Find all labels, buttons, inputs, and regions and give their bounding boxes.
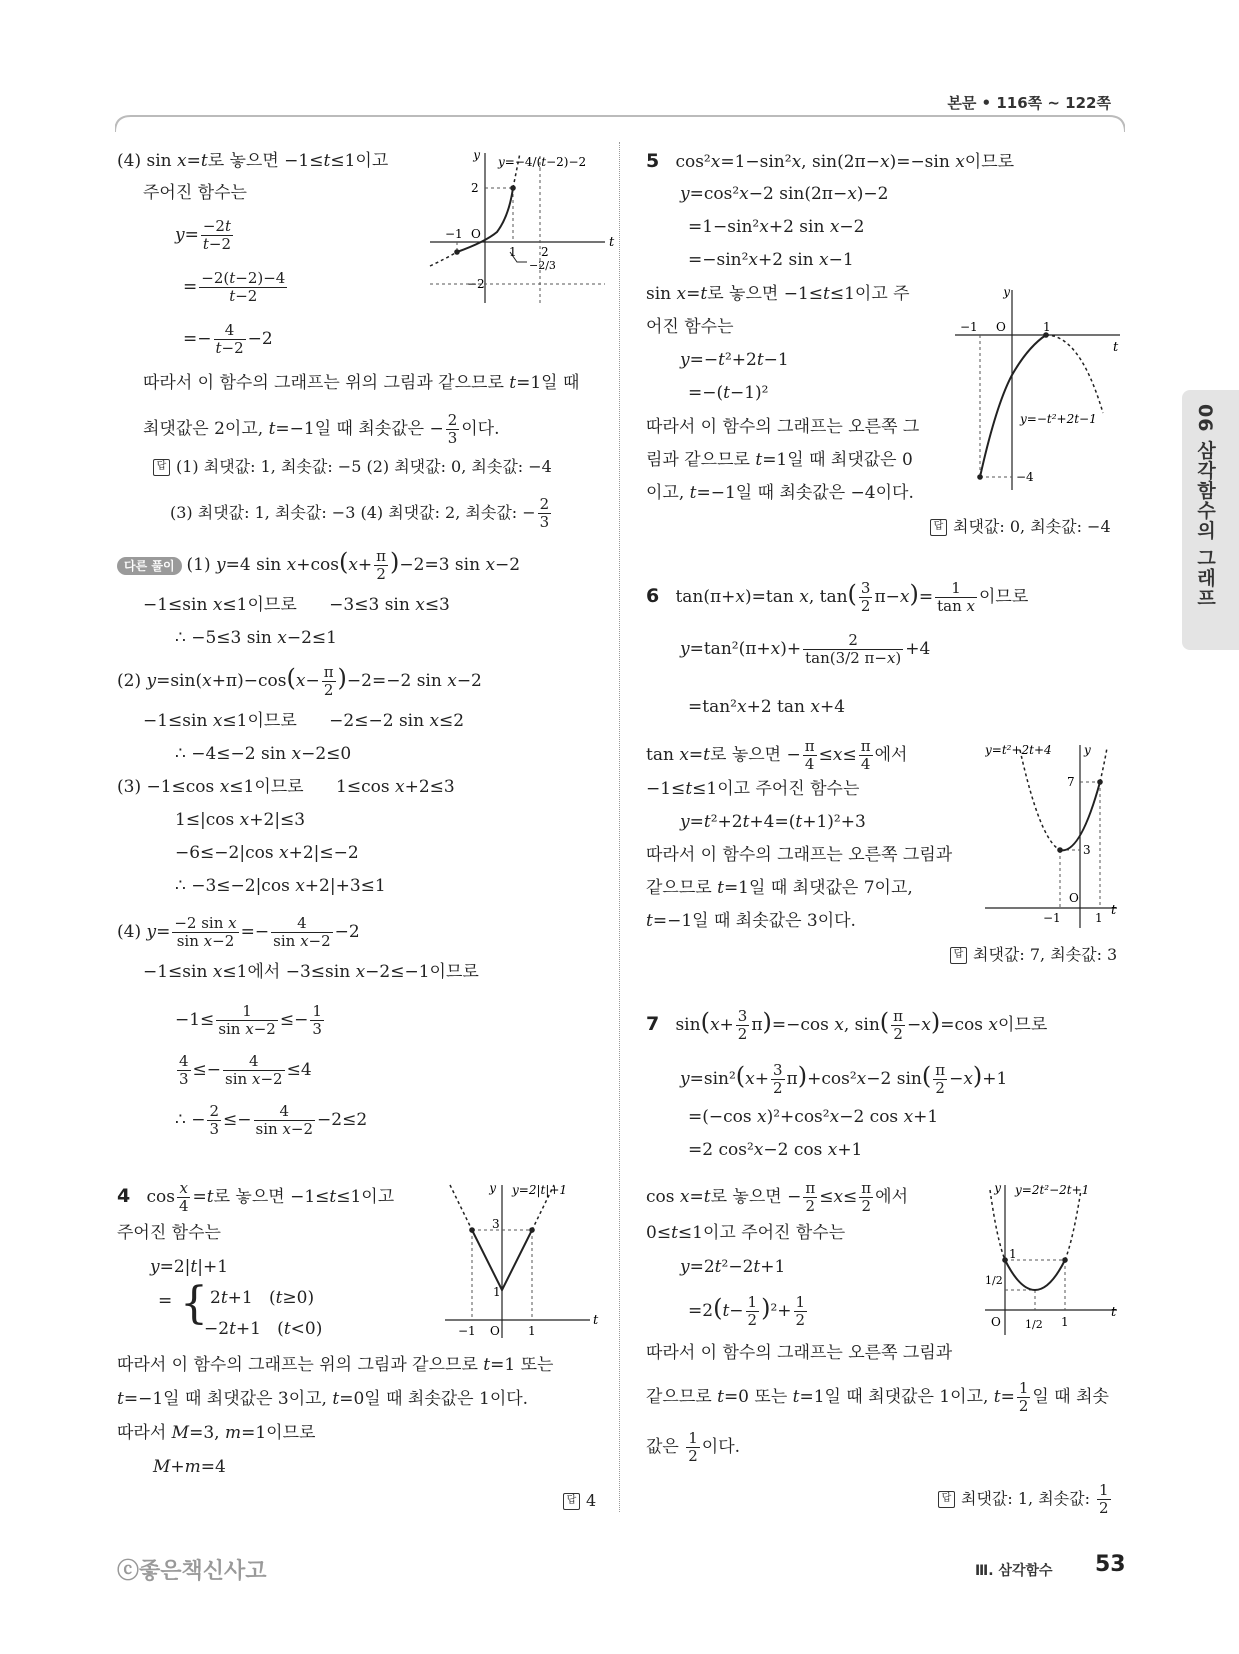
p4-line-3: y= $\frac{-2t}{t-2}$ [175, 217, 232, 253]
alt-line-1: 다른 풀이 (1) y=4 sin x+cos(x+ $\frac{\pi}{2}$ )−2=3 sin x−2 [117, 548, 520, 583]
graph-p4-t-label: t [609, 235, 615, 250]
q5-line-3: =1−sin²x+2 sin x−2 [688, 217, 865, 237]
alt-line-6: ∴ −4≤−2 sin x−2≤0 [175, 744, 352, 764]
q6-line-3: =tan²x+2 tan x+4 [688, 697, 846, 717]
alt-line-3: ∴ −5≤3 sin x−2≤1 [175, 628, 337, 648]
q5-line-9: 따라서 이 함수의 그래프는 오른쪽 그 [646, 417, 920, 437]
svg-text:−2/3: −2/3 [529, 259, 556, 272]
svg-text:2: 2 [541, 245, 549, 259]
alt-line-4: (2) y=sin(x+π)−cos(x− $\frac{\pi}{2}$ )−2=−2 sin x−2 [117, 663, 482, 699]
p4-answer-2: (3) 최댓값: 1, 최솟값: −3 (4) 최댓값: 2, 최솟값: − $\frac{2}{3}$ [170, 495, 550, 531]
q4-brace: { [180, 1278, 208, 1329]
svg-text:t: t [1113, 340, 1119, 355]
svg-text:3: 3 [492, 1217, 500, 1231]
alt-line-12: −1≤sin x≤1에서 −3≤sin x−2≤−1이므로 [143, 962, 479, 982]
svg-text:1: 1 [509, 245, 517, 259]
graph-p4 [425, 148, 615, 308]
q6-line-5: −1≤t≤1이고 주어진 함수는 [646, 779, 860, 799]
q6-line-6: y=t²+2t+4=(t+1)²+3 [680, 812, 866, 832]
q5-line-4: =−sin²x+2 sin x−1 [688, 250, 854, 270]
graph-q6-curve-label: y=t²+2t+4 [985, 743, 1052, 757]
svg-text:3: 3 [1083, 843, 1091, 857]
q7-line-1: 7 sin(x+ $\frac{3}{2}$ π)=−cos x, sin( $\frac{\pi}{2}$ −x)=cos x이므로 [646, 1007, 1048, 1043]
svg-text:7: 7 [1067, 775, 1075, 789]
q4-line-7: t=−1일 때 최댓값은 3이고, t=0일 때 최솟값은 1이다. [117, 1389, 529, 1409]
alt-line-15: ∴ − $\frac{2}{3}$ ≤− $\frac{4}{\text{sin x−2}}$ −2≤2 [175, 1102, 368, 1138]
svg-text:1: 1 [493, 1285, 501, 1299]
q7-line-8: =2(t− $\frac{1}{2}$ )²+ $\frac{1}{2}$ [688, 1293, 806, 1329]
q7-line-7: y=2t²−2t+1 [680, 1257, 786, 1277]
q6-line-8: 같으므로 t=1일 때 최댓값은 7이고, [646, 878, 913, 898]
q6-line-9: t=−1일 때 최솟값은 3이다. [646, 911, 856, 931]
q4-line-9: M+m=4 [153, 1457, 226, 1477]
svg-text:O: O [471, 227, 481, 241]
footer-page-number: 53 [1095, 1552, 1126, 1577]
svg-text:1/2: 1/2 [985, 1274, 1003, 1287]
q4-case-1: 2t+1 (t≥0) [210, 1288, 315, 1308]
alt-line-5: −1≤sin x≤1이므로 −2≤−2 sin x≤2 [143, 711, 465, 731]
chapter-side-tab-label: 06 삼각함수의 그래프 [1194, 404, 1216, 608]
alt-line-13: −1≤ $\frac{1}{\text{sin x−2}}$ ≤− $\frac{1}{3}$ [175, 1002, 322, 1038]
q5-line-7: y=−t²+2t−1 [680, 350, 789, 370]
q5-line-5: sin x=t로 놓으면 −1≤t≤1이고 주 [646, 284, 910, 304]
q5-line-1: 5 cos²x=1−sin²x, sin(2π−x)=−sin x이므로 [646, 150, 1015, 172]
q4-line-6: 따라서 이 함수의 그래프는 위의 그림과 같으므로 t=1 또는 [117, 1355, 554, 1375]
q6-line-4: tan x=t로 놓으면 − $\frac{\pi}{4}$ ≤x≤ $\frac{\pi}{4}$ 에서 [646, 737, 908, 773]
svg-text:t: t [1111, 903, 1117, 918]
q7-line-9: 따라서 이 함수의 그래프는 오른쪽 그림과 [646, 1343, 953, 1363]
q7-line-5: cos x=t로 놓으면 − $\frac{\pi}{2}$ ≤x≤ $\frac{\pi}{2}$ 에서 [646, 1179, 908, 1215]
svg-text:1: 1 [1095, 911, 1103, 925]
q4-line-3: y=2|t|+1 [150, 1257, 229, 1277]
q5-line-10: 림과 같으므로 t=1일 때 최댓값은 0 [646, 450, 913, 470]
svg-text:O: O [996, 320, 1006, 334]
q5-line-11: 이고, t=−1일 때 최솟값은 −4이다. [646, 483, 914, 503]
graph-p4-curve-label: y=−4/(t−2)−2 [498, 155, 587, 169]
q7-line-3: =(−cos x)²+cos²x−2 cos x+1 [688, 1107, 939, 1127]
svg-text:2: 2 [471, 181, 479, 195]
alt-line-10: ∴ −3≤−2|cos x+2|+3≤1 [175, 876, 386, 896]
svg-text:y: y [489, 1181, 496, 1195]
q6-line-1: 6 tan(π+x)=tan x, tan( $\frac{3}{2}$ π−x)= $\frac{1}{\text{tan x}}$ 이므로 [646, 579, 1029, 615]
chapter-side-tab[interactable] [1182, 390, 1239, 650]
q7-line-11: 값은 $\frac{1}{2}$ 이다. [646, 1429, 741, 1465]
q4-case-2: −2t+1 (t<0) [204, 1319, 323, 1339]
q7-line-2: y=sin²(x+ $\frac{3}{2}$ π)+cos²x−2 sin( $\frac{\pi}{2}$ −x)+1 [680, 1061, 1008, 1097]
alt-badge: 다른 풀이 [117, 557, 182, 575]
svg-text:−1: −1 [1043, 911, 1061, 925]
svg-text:1/2: 1/2 [1025, 1318, 1043, 1331]
alt-line-11: (4) y= $\frac{\text{−2 sin x}}{\text{sin x−2}}$ =− $\frac{4}{\text{sin x−2}}$ −2 [117, 914, 360, 950]
q4-answer: 답 4 [563, 1490, 596, 1512]
svg-text:1: 1 [1009, 1247, 1017, 1261]
svg-text:−1: −1 [458, 1324, 476, 1338]
svg-text:−4: −4 [1016, 470, 1034, 484]
p4-line-5: =− $\frac{4}{t-2}$ −2 [183, 321, 273, 357]
q5-answer: 답 최댓값: 0, 최솟값: −4 [930, 516, 1111, 538]
graph-q4 [440, 1180, 605, 1340]
alt-line-9: −6≤−2|cos x+2|≤−2 [175, 843, 359, 863]
q7-line-4: =2 cos²x−2 cos x+1 [688, 1140, 863, 1160]
svg-text:−2: −2 [467, 277, 485, 291]
svg-text:y: y [994, 1181, 1001, 1195]
svg-text:1: 1 [1061, 1315, 1069, 1329]
p4-answer-1: 답 (1) 최댓값: 1, 최솟값: −5 (2) 최댓값: 0, 최솟값: −4 [153, 456, 552, 478]
footer-publisher: ⓒ좋은책신사고 [117, 1559, 267, 1584]
graph-q5-curve-label: y=−t²+2t−1 [1020, 412, 1097, 426]
graph-q4-curve-label: y=2|t|+1 [512, 1183, 568, 1197]
q4-line-8: 따라서 M=3, m=1이므로 [117, 1423, 316, 1443]
svg-text:t: t [593, 1313, 599, 1328]
q4-line-2: 주어진 함수는 [117, 1223, 221, 1243]
q6-line-7: 따라서 이 함수의 그래프는 오른쪽 그림과 [646, 845, 953, 865]
p4-line-4: = $\frac{-2(t-2)-4}{t-2}$ [183, 269, 286, 305]
graph-p4-y-label: y [473, 148, 480, 162]
q6-line-2: y=tan²(π+x)+ $\frac{2}{\tan(3/2 \pi-x)}$ +4 [680, 631, 931, 667]
graph-q7 [985, 1180, 1125, 1340]
q7-line-6: 0≤t≤1이고 주어진 함수는 [646, 1223, 846, 1243]
alt-line-8: 1≤|cos x+2|≤3 [175, 810, 306, 830]
alt-line-14: $\frac{4}{3}$ ≤− $\frac{4}{\text{sin x−2}}$ ≤4 [179, 1052, 312, 1088]
svg-text:−1: −1 [960, 320, 978, 334]
q7-line-10: 같으므로 t=0 또는 t=1일 때 최댓값은 1이고, t= $\frac{1}{2}$ 일 때 최솟 [646, 1379, 1109, 1415]
q4-line-1: 4 cos $\frac{x}{4}$ =t로 놓으면 −1≤t≤1이고 [117, 1179, 395, 1215]
svg-text:y: y [1084, 743, 1091, 757]
graph-q5 [950, 285, 1125, 495]
q5-line-2: y=cos²x−2 sin(2π−x)−2 [680, 184, 889, 204]
graph-q6 [985, 740, 1125, 930]
svg-text:1: 1 [1043, 320, 1051, 334]
q7-answer: 답 최댓값: 1, 최솟값: $\frac{1}{2}$ [938, 1482, 1113, 1517]
p4-line-7: 최댓값은 2이고, t=−1일 때 최솟값은 − $\frac{2}{3}$ 이다. [143, 411, 500, 447]
footer-chapter: Ⅲ. 삼각함수 [975, 1563, 1053, 1579]
svg-text:O: O [490, 1324, 500, 1338]
p4-line-6: 따라서 이 함수의 그래프는 위의 그림과 같으므로 t=1일 때 [143, 373, 580, 393]
q6-answer: 답 최댓값: 7, 최솟값: 3 [950, 944, 1117, 966]
p4-line-1: (4) sin x=t로 놓으면 −1≤t≤1이고 [117, 151, 389, 171]
svg-text:t: t [1111, 1305, 1117, 1320]
svg-text:y: y [1003, 285, 1010, 299]
q4-line-4: = [158, 1291, 173, 1311]
svg-text:O: O [991, 1315, 1001, 1329]
header-range: 본문 • 116쪽 ~ 122쪽 [947, 94, 1111, 112]
alt-line-7: (3) −1≤cos x≤1이므로 1≤cos x+2≤3 [117, 777, 455, 797]
alt-line-2: −1≤sin x≤1이므로 −3≤3 sin x≤3 [143, 595, 450, 615]
p4-line-2: 주어진 함수는 [143, 183, 247, 203]
svg-text:O: O [1069, 891, 1079, 905]
svg-text:−1: −1 [445, 227, 463, 241]
graph-q7-curve-label: y=2t²−2t+1 [1015, 1183, 1090, 1197]
svg-text:1: 1 [528, 1324, 536, 1338]
q5-line-6: 어진 함수는 [646, 317, 734, 337]
q5-line-8: =−(t−1)² [688, 383, 769, 403]
